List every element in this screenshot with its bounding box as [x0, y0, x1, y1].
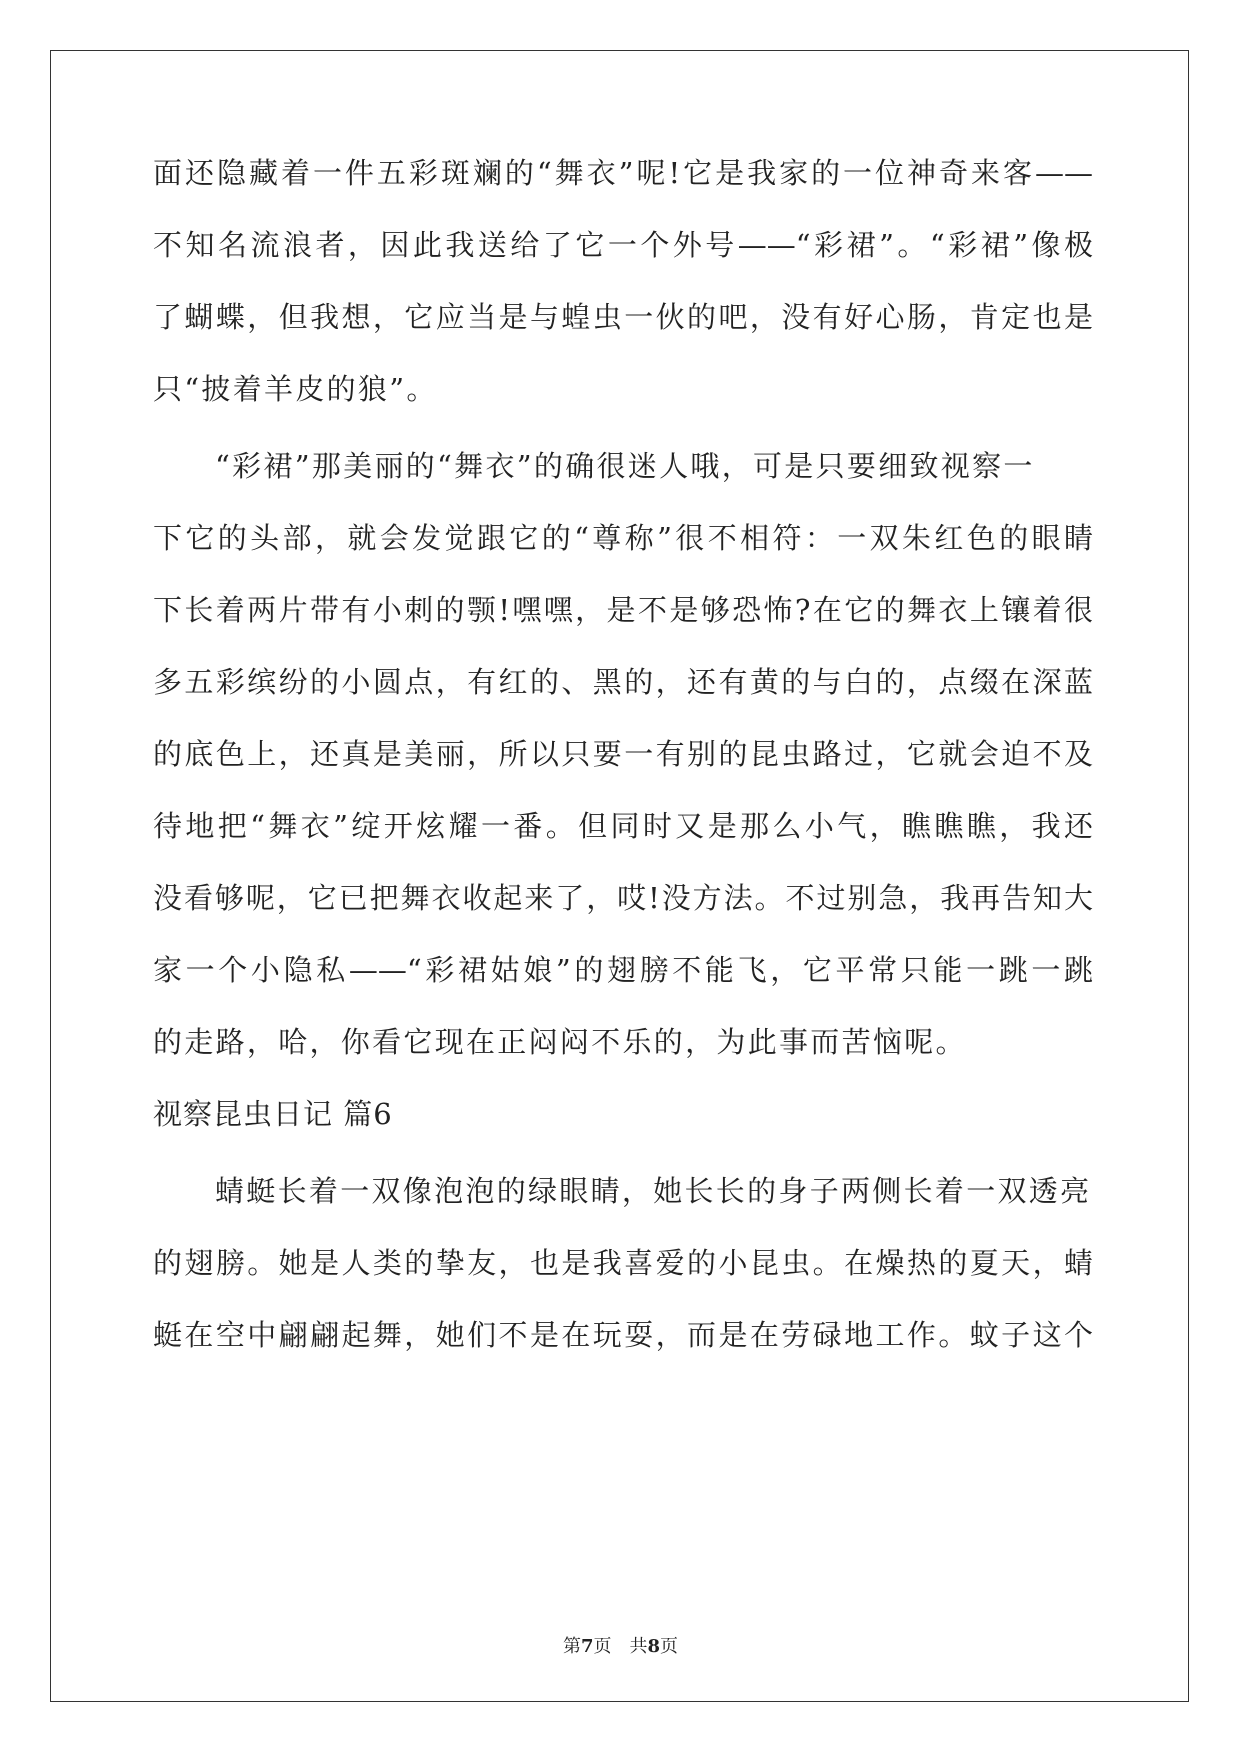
text-line: 下它的头部，就会发觉跟它的“尊称”很不相符：一双朱红色的眼睛 — [153, 521, 1093, 555]
text-line: 家一个小隐私——“彩裙姑娘”的翅膀不能飞，它平常只能一跳一跳 — [153, 953, 1093, 987]
text-line: 只“披着羊皮的狼”。 — [153, 372, 438, 406]
text-line: 的走路，哈，你看它现在正闷闷不乐的，为此事而苦恼呢。 — [153, 1025, 967, 1059]
paragraph-first-line: 蜻蜓长着一双像泡泡的绿眼睛，她长长的身子两侧长着一双透亮 — [215, 1174, 1092, 1208]
text-line: 蜓在空中翩翩起舞，她们不是在玩耍，而是在劳碌地工作。蚊子这个 — [153, 1318, 1093, 1352]
paragraph-first-line: “彩裙”那美丽的“舞衣”的确很迷人哦，可是只要细致视察一 — [215, 449, 1035, 483]
text-line: 的底色上，还真是美丽，所以只要一有别的昆虫路过，它就会迫不及 — [153, 737, 1093, 771]
text-line: 下长着两片带有小刺的颚!嘿嘿，是不是够恐怖?在它的舞衣上镶着很 — [153, 593, 1093, 627]
total-prefix: 共 — [629, 1636, 648, 1657]
section-heading: 视察昆虫日记 篇6 — [153, 1097, 393, 1131]
text-line: 待地把“舞衣”绽开炫耀一番。但同时又是那么小气，瞧瞧瞧，我还 — [153, 809, 1093, 843]
page-prefix: 第 — [562, 1636, 581, 1657]
page-mid: 页 — [593, 1636, 612, 1657]
page-total: 8 — [647, 1636, 661, 1657]
page-number: 7 — [580, 1636, 594, 1657]
text-line: 多五彩缤纷的小圆点，有红的、黑的，还有黄的与白的，点缀在深蓝 — [153, 665, 1093, 699]
total-suffix: 页 — [660, 1636, 679, 1657]
text-line: 不知名流浪者，因此我送给了它一个外号——“彩裙”。“彩裙”像极 — [153, 228, 1093, 262]
text-line: 了蝴蝶，但我想，它应当是与蝗虫一伙的吧，没有好心肠，肯定也是 — [153, 300, 1093, 334]
text-line: 没看够呢，它已把舞衣收起来了，哎!没方法。不过别急，我再告知大 — [153, 881, 1093, 915]
text-line: 的翅膀。她是人类的挚友，也是我喜爱的小昆虫。在燥热的夏天，蜻 — [153, 1246, 1093, 1280]
page-footer — [0, 1636, 1241, 1658]
text-line: 面还隐藏着一件五彩斑斓的“舞衣”呢!它是我家的一位神奇来客—— — [153, 156, 1093, 190]
